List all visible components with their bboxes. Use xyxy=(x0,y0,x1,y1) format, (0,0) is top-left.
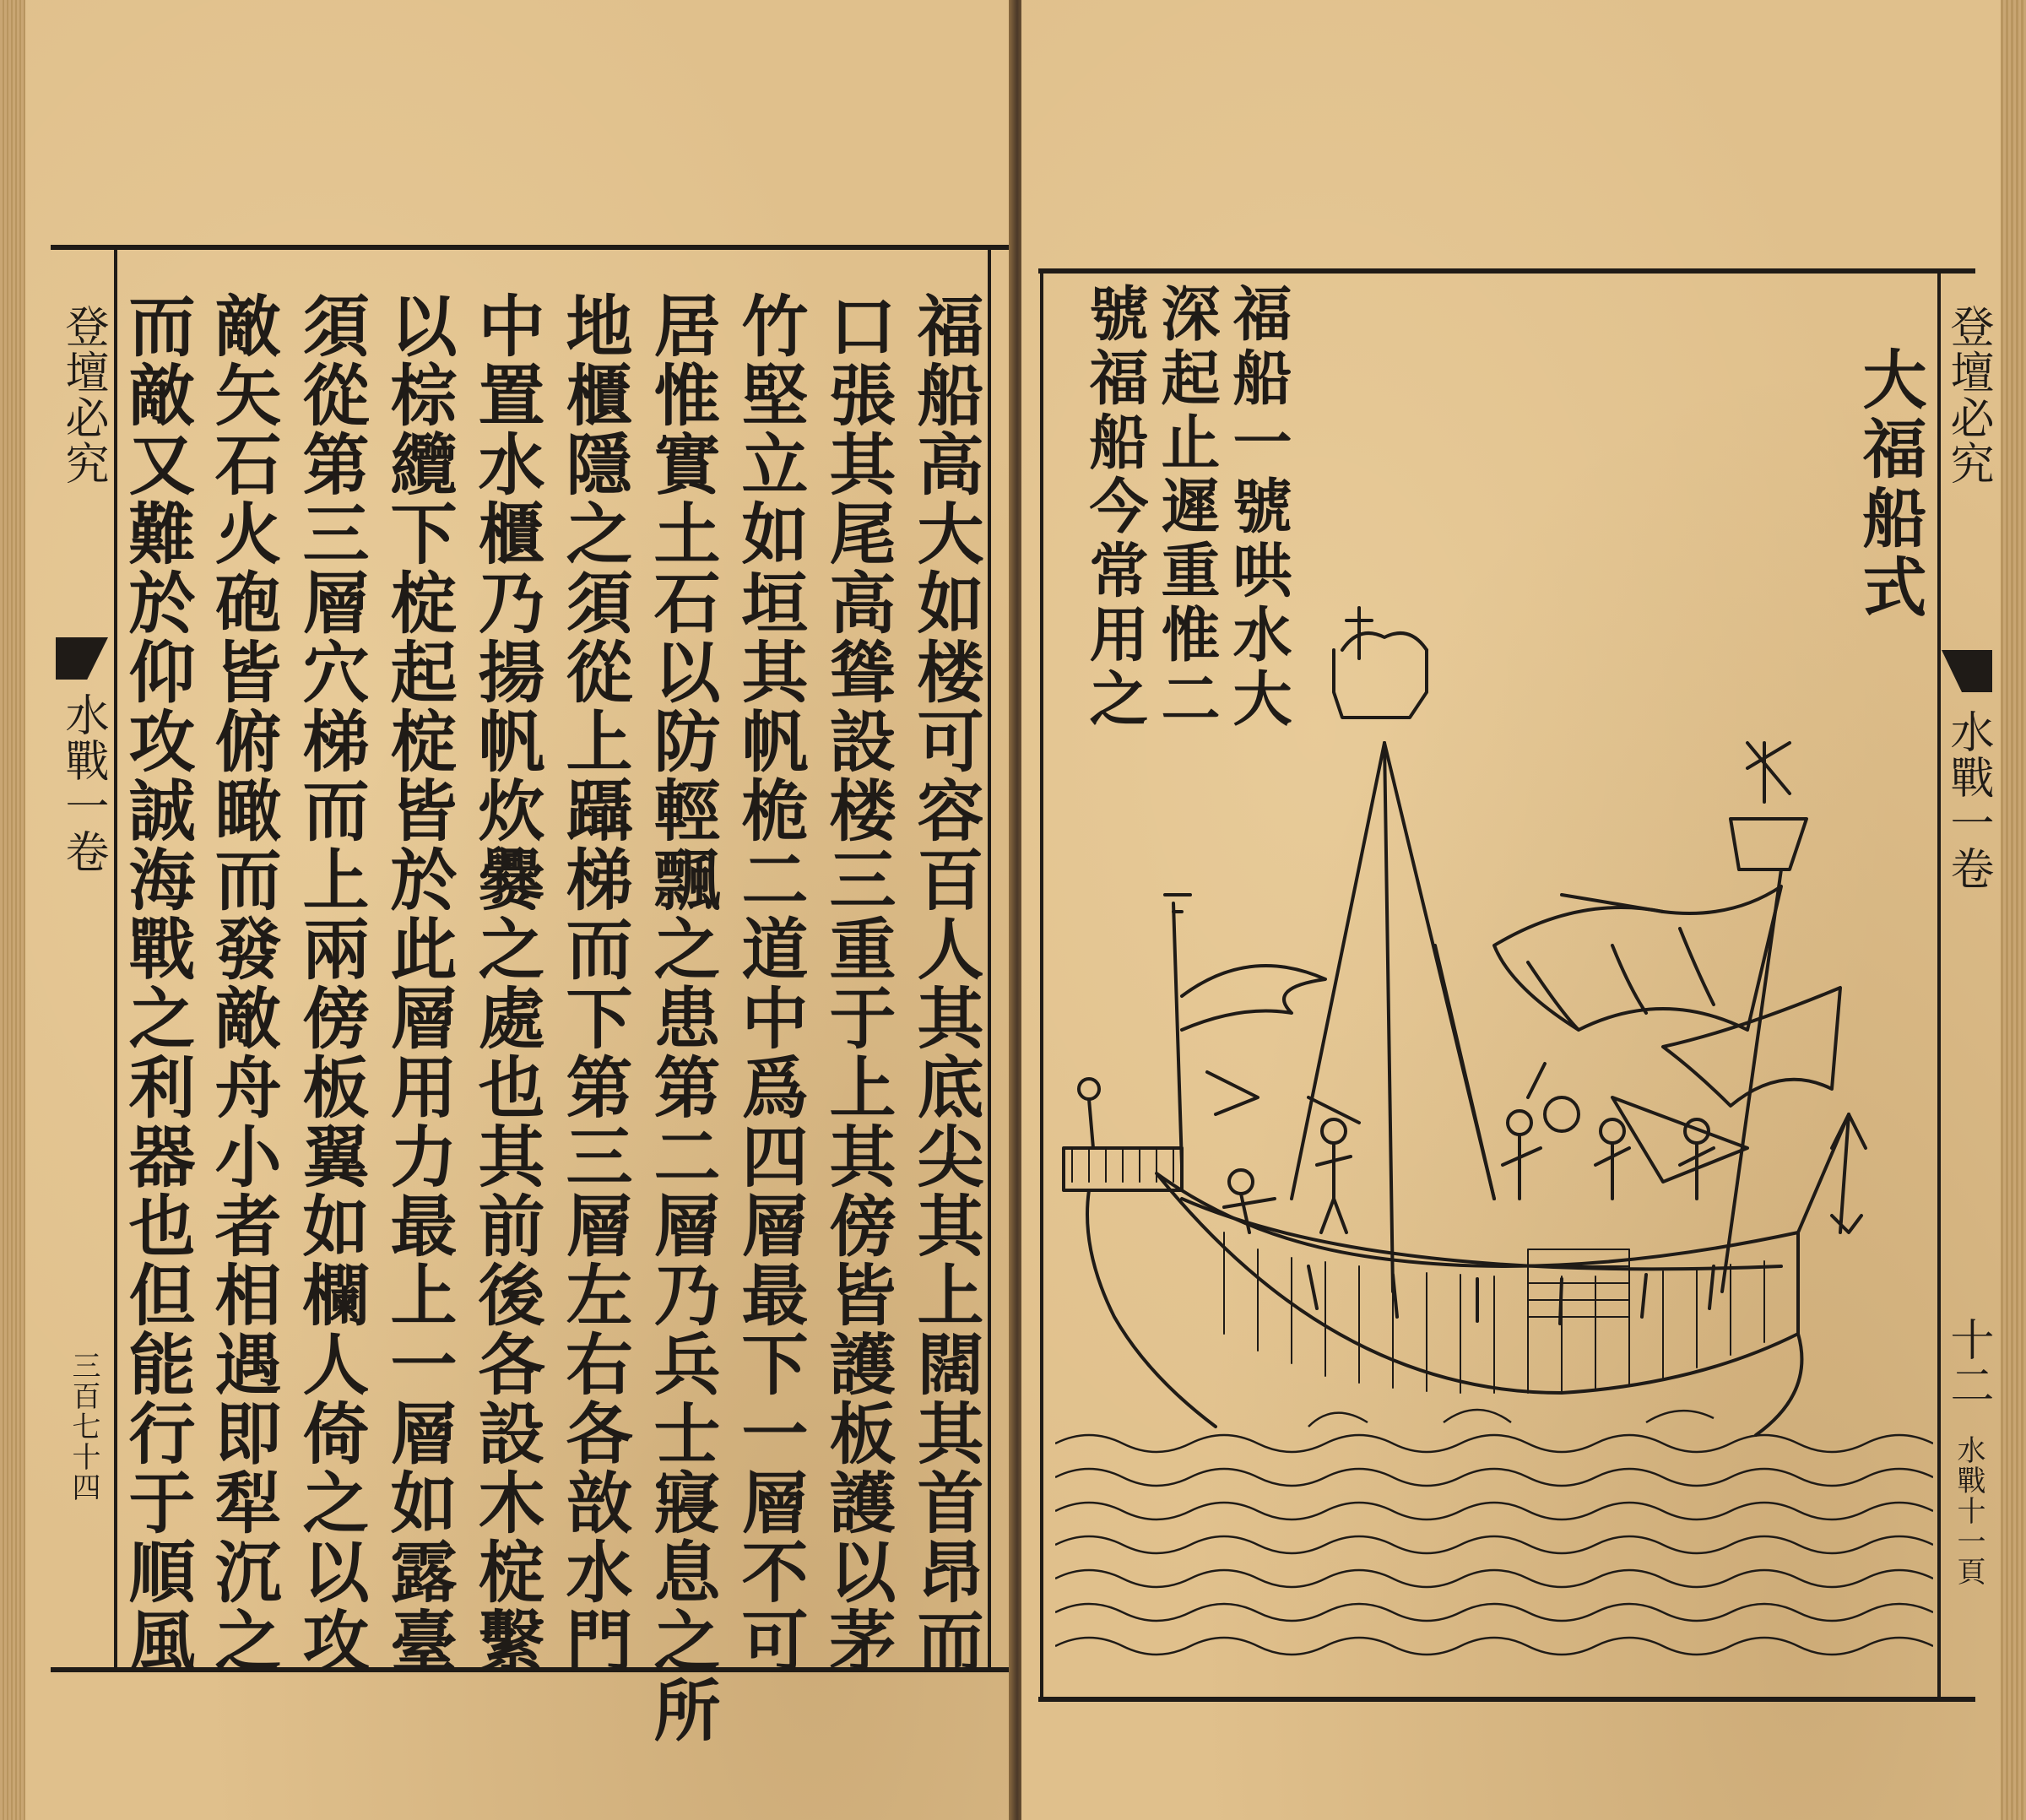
fore-mast xyxy=(1722,869,1781,1292)
top-border xyxy=(51,245,1017,250)
fujian-ship-illustration xyxy=(1055,591,1933,1688)
margin-chapter: 水戰一卷 xyxy=(57,692,108,875)
margin-page-number: 三百七十四 xyxy=(67,1351,100,1503)
body-column-3: 竹堅立如垣其帆桅二道中爲四層最下一層不可 xyxy=(730,291,809,1676)
illustration-title: 大福船式 xyxy=(1852,346,1927,623)
folio-label: 水戰十一頁 xyxy=(1952,1435,1985,1587)
right-border xyxy=(988,245,991,1671)
caption-column-2: 深起止遲重惟二 xyxy=(1151,283,1222,732)
caption-column-1: 福船一號哄水大 xyxy=(1223,283,1293,732)
left-page-edges xyxy=(0,0,25,1820)
body-column-9: 敵矢石火砲皆俯瞰而發敵舟小者相遇即犁沉之 xyxy=(203,291,282,1676)
fish-tail-marker xyxy=(56,637,108,680)
right-page xyxy=(1021,0,2001,1820)
margin-chapter: 水戰一卷 xyxy=(1942,709,1993,891)
body-column-10: 而敵又難於仰攻誠海戰之利器也但能行于順風 xyxy=(117,291,196,1676)
margin-border xyxy=(1937,268,1941,1699)
margin-book-title: 登壇必究 xyxy=(57,304,108,486)
main-mast xyxy=(1384,743,1393,1292)
bottom-border xyxy=(1038,1697,1975,1702)
body-column-8: 須從第三層穴梯而上兩傍板翼如欄人倚之以攻 xyxy=(291,291,370,1676)
body-column-1: 福船高大如楼可容百人其底尖其上闊其首昂而 xyxy=(906,291,984,1676)
top-border xyxy=(1038,268,1975,274)
body-column-4: 居惟實土石以防輕飄之患第二層乃兵士寢息之所 xyxy=(642,291,721,1745)
caption-column-3: 號福船今常用之 xyxy=(1080,283,1150,732)
body-column-2: 口張其尾高聳設楼三重于上其傍皆護板護以茅 xyxy=(818,291,897,1676)
right-page-edges xyxy=(2001,0,2026,1820)
body-column-5: 地櫃隱之須從上躡梯而下第三層左右各敨水門 xyxy=(555,291,633,1676)
left-page xyxy=(25,0,1013,1820)
mizzen-mast xyxy=(1173,903,1182,1165)
body-column-6: 中置水櫃乃揚帆炊爨之處也其前後各設木椗繫 xyxy=(467,291,545,1676)
margin-book-title: 登壇必究 xyxy=(1942,304,1993,486)
folio-number: 十二 xyxy=(1942,1317,1993,1408)
fish-tail-marker xyxy=(1942,650,1992,692)
left-border xyxy=(1040,268,1043,1699)
body-column-7: 以棕纜下椗起椗皆於此層用力最上一層如露臺 xyxy=(379,291,458,1676)
